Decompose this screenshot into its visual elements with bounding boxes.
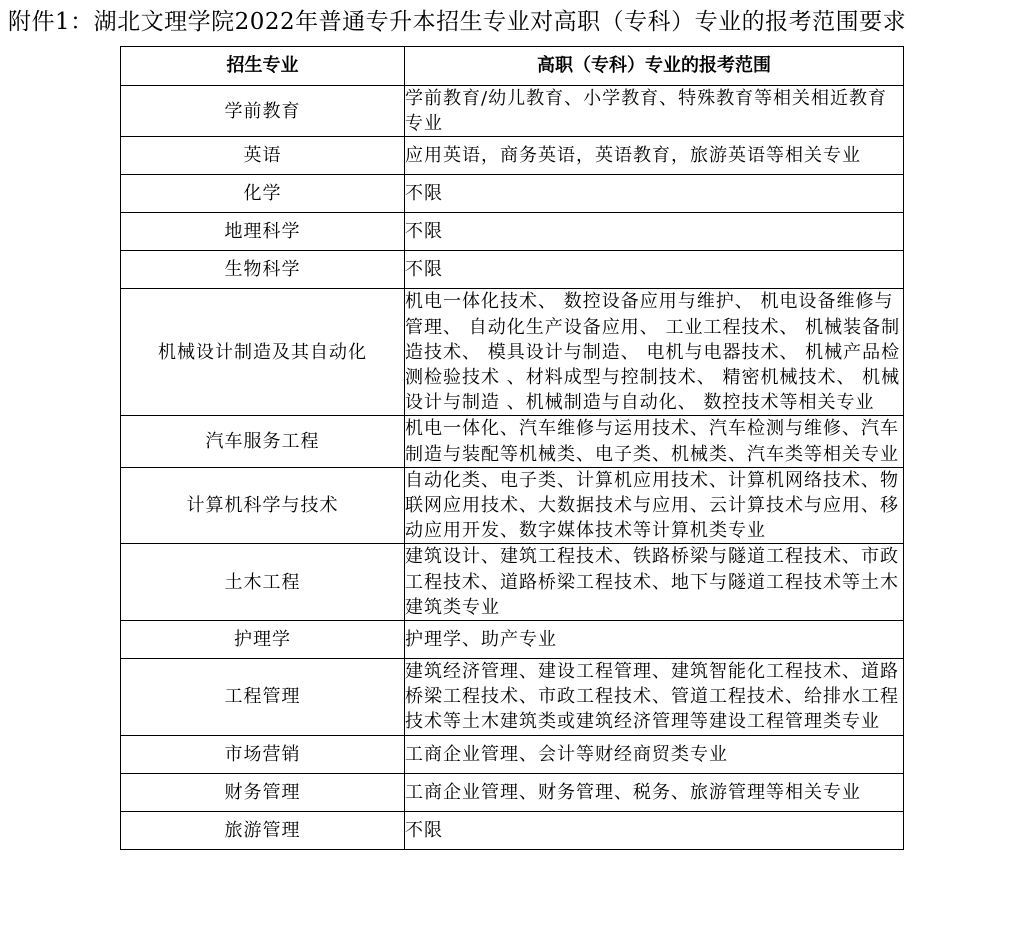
scope-cell: 不限 (405, 251, 904, 289)
major-cell: 生物科学 (121, 251, 405, 289)
table-row (121, 251, 904, 289)
major-cell: 工程管理 (121, 659, 405, 736)
table-row (121, 289, 904, 416)
scope-cell: 不限 (405, 213, 904, 251)
scope-cell: 建筑设计、建筑工程技术、铁路桥梁与隧道工程技术、市政工程技术、道路桥梁工程技术、地下与隧道工程技术等土木建筑类专业 (405, 544, 904, 621)
scope-cell: 建筑经济管理、建设工程管理、建筑智能化工程技术、道路桥梁工程技术、市政工程技术、管道工程技术、给排水工程技术等土木建筑类或建筑经济管理等建设工程管理类专业 (405, 659, 904, 736)
scope-cell: 工商企业管理、会计等财经商贸类专业 (405, 735, 904, 773)
scope-cell: 工商企业管理、财务管理、税务、旅游管理等相关专业 (405, 773, 904, 811)
table-row (121, 467, 904, 544)
header-major: 招生专业 (121, 47, 405, 86)
major-cell: 财务管理 (121, 773, 405, 811)
major-cell: 市场营销 (121, 735, 405, 773)
scope-cell: 护理学、助产专业 (405, 621, 904, 659)
major-cell: 地理科学 (121, 213, 405, 251)
header-scope: 高职（专科）专业的报考范围 (405, 47, 904, 86)
scope-cell: 不限 (405, 175, 904, 213)
scope-cell: 机电一体化技术、 数控设备应用与维护、 机电设备维修与管理、 自动化生产设备应用、 工业工程技术、 机械装备制造技术、 模具设计与制造、 电机与电器技术、 机械产品检测检验技术 、材料成型与控制技术、 精密机械技术、 机械设计与制造 、机械制造与自动化、 数控技术等相关专业 (405, 289, 904, 416)
table-header-row (121, 47, 904, 86)
scope-cell: 机电一体化、汽车维修与运用技术、汽车检测与维修、汽车制造与装配等机械类、电子类、机械类、汽车类等相关专业 (405, 416, 904, 467)
table-row (121, 416, 904, 467)
major-cell: 计算机科学与技术 (121, 467, 405, 544)
scope-cell: 不限 (405, 811, 904, 849)
table-row (121, 213, 904, 251)
table-row (121, 175, 904, 213)
major-cell: 英语 (121, 137, 405, 175)
table-row (121, 544, 904, 621)
scope-cell: 应用英语，商务英语，英语教育，旅游英语等相关专业 (405, 137, 904, 175)
major-cell: 学前教育 (121, 86, 405, 137)
major-cell: 护理学 (121, 621, 405, 659)
table-row (121, 86, 904, 137)
major-cell: 旅游管理 (121, 811, 405, 849)
document-title: 附件1：湖北文理学院2022年普通专升本招生专业对高职（专科）专业的报考范围要求 (8, 9, 907, 35)
table-row (121, 621, 904, 659)
table-row (121, 735, 904, 773)
scope-cell: 自动化类、电子类、计算机应用技术、计算机网络技术、物联网应用技术、大数据技术与应用、云计算技术与应用、移动应用开发、数字媒体技术等计算机类专业 (405, 467, 904, 544)
major-cell: 汽车服务工程 (121, 416, 405, 467)
table-row (121, 137, 904, 175)
major-scope-table (120, 46, 904, 850)
major-cell: 化学 (121, 175, 405, 213)
table-row (121, 773, 904, 811)
major-cell: 机械设计制造及其自动化 (121, 289, 405, 416)
table-row (121, 659, 904, 736)
major-cell: 土木工程 (121, 544, 405, 621)
table-row (121, 811, 904, 849)
scope-cell: 学前教育/幼儿教育、小学教育、特殊教育等相关相近教育专业 (405, 86, 904, 137)
